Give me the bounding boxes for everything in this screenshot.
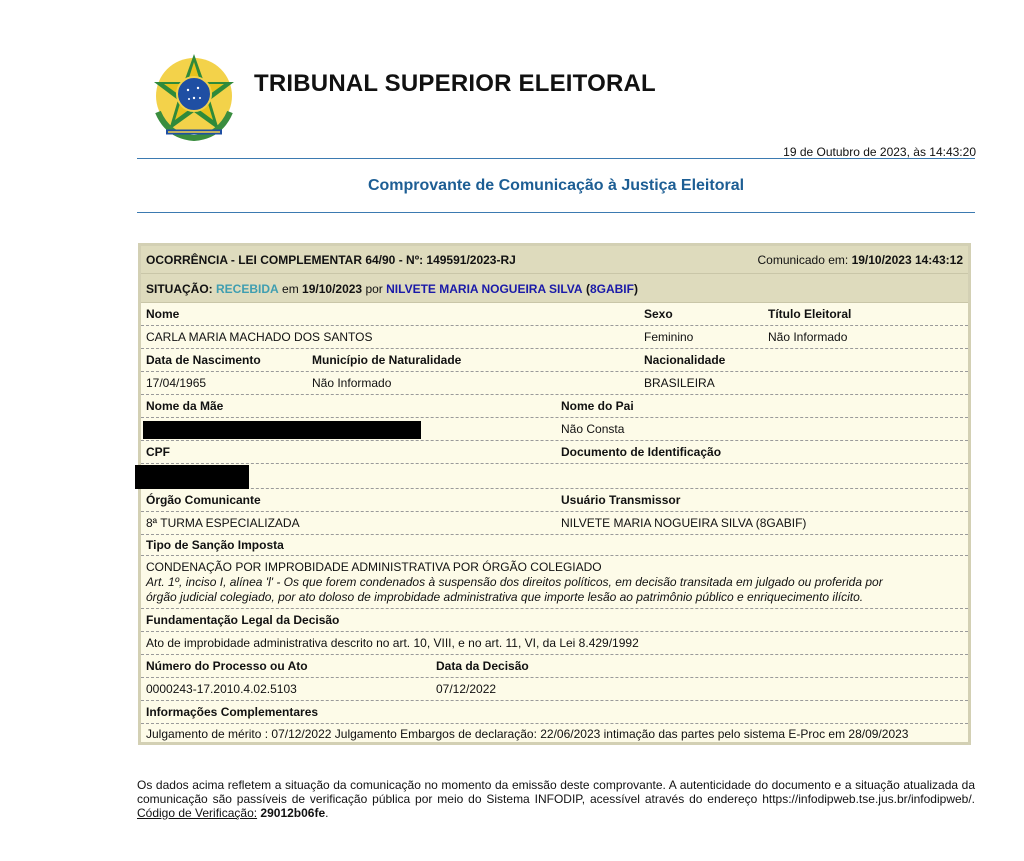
status-code: 8GABIF — [589, 282, 634, 296]
row-nome-values — [141, 326, 968, 349]
processo-value: 0000243-17.2010.4.02.5103 — [146, 682, 297, 696]
occurrence-header — [141, 246, 968, 274]
row-info-value — [141, 724, 968, 742]
header-divider — [137, 158, 975, 159]
communicated-label: Comunicado em: — [757, 253, 849, 267]
communicated-date: 19/10/2023 14:43:12 — [851, 253, 963, 267]
row-nasc-values — [141, 372, 968, 395]
verification-code: 29012b06fe — [260, 806, 326, 820]
occurrence-title: OCORRÊNCIA - LEI COMPLEMENTAR 64/90 - Nº: 149591/2023-RJ — [146, 253, 516, 267]
row-orgao-labels — [141, 489, 968, 512]
mae-label: Nome da Mãe — [146, 399, 224, 413]
sancao-desc-1: Art. 1º, inciso I, alínea 'l' - Os que forem condenados à suspensão dos direitos políticos, em decisão transitada em julgado ou proferida por — [146, 575, 883, 589]
status-label: SITUAÇÃO: — [146, 282, 213, 296]
data-decisao-value: 07/12/2022 — [436, 682, 497, 696]
sexo-value: Feminino — [644, 330, 694, 344]
titulo-value: Não Informado — [768, 330, 848, 344]
nasc-value: 17/04/1965 — [146, 376, 207, 390]
status-line: SITUAÇÃO: RECEBIDA em 19/10/2023 por NILVETE MARIA NOGUEIRA SILVA (8GABIF) — [146, 282, 638, 296]
occurrence-card — [138, 243, 971, 745]
info-value: Julgamento de mérito : 07/12/2022 Julgamento Embargos de declaração: 22/06/2023 intimação das partes pelo sistema E-Proc em 28/09/2023 — [146, 727, 909, 741]
info-label: Informações Complementares — [146, 705, 319, 719]
pai-value: Não Consta — [561, 422, 625, 436]
sancao-label: Tipo de Sanção Imposta — [146, 538, 284, 552]
sancao-desc-2: órgão judicial colegiado, por ato doloso de improbidade administrativa que importe lesão ao patrimônio público e enriquecimento ilícito. — [146, 590, 864, 604]
cpf-label: CPF — [146, 445, 170, 459]
status-por: por — [365, 282, 383, 296]
row-cpf-values — [141, 464, 968, 489]
fundamentacao-label: Fundamentação Legal da Decisão — [146, 613, 340, 627]
row-processo-values — [141, 678, 968, 701]
row-nasc-labels — [141, 349, 968, 372]
footer-text: Os dados acima refletem a situação da comunicação no momento da emissão deste comprovante. A autenticidade do documento e a situação atualizada da comunicação são passíveis de verificação pública por meio do Sistema INFODIP, acessível através do endereço https://infodipweb.tse.jus.br/infodipweb/. — [137, 778, 975, 806]
data-decisao-label: Data da Decisão — [436, 659, 529, 673]
sancao-value: CONDENAÇÃO POR IMPROBIDADE ADMINISTRATIVA POR ÓRGÃO COLEGIADO — [146, 560, 602, 574]
status-em: em — [282, 282, 299, 296]
row-fundamentacao-label — [141, 609, 968, 632]
document-title: Comprovante de Comunicação à Justiça Eleitoral — [367, 177, 745, 194]
issued-timestamp: 19 de Outubro de 2023, às 14:43:20 — [783, 145, 976, 159]
fundamentacao-value: Ato de improbidade administrativa descrito no art. 10, VIII, e no art. 11, VI, da Lei 8.429/1992 — [146, 636, 639, 650]
communicated-at — [758, 253, 964, 267]
pai-label: Nome do Pai — [561, 399, 634, 413]
sexo-label: Sexo — [644, 307, 673, 321]
status-badge: RECEBIDA — [216, 282, 279, 296]
row-info-label — [141, 701, 968, 724]
row-sancao-label — [141, 535, 968, 556]
status-date: 19/10/2023 — [302, 282, 363, 296]
row-nome-labels — [141, 303, 968, 326]
row-processo-labels — [141, 655, 968, 678]
org-title: TRIBUNAL SUPERIOR ELEITORAL — [254, 70, 656, 97]
verification-code-label: Código de Verificação: — [137, 806, 258, 820]
brasao-emblem — [148, 52, 240, 144]
status-header — [141, 274, 968, 303]
processo-label: Número do Processo ou Ato — [146, 659, 308, 673]
title-divider — [137, 212, 975, 213]
row-fundamentacao-value — [141, 632, 968, 655]
usuario-label: Usuário Transmissor — [561, 493, 681, 507]
nacionalidade-label: Nacionalidade — [644, 353, 726, 367]
row-cpf-labels — [141, 441, 968, 464]
usuario-value: NILVETE MARIA NOGUEIRA SILVA (8GABIF) — [561, 516, 807, 530]
titulo-label: Título Eleitoral — [768, 307, 852, 321]
row-orgao-values — [141, 512, 968, 535]
nasc-label: Data de Nascimento — [146, 353, 261, 367]
mae-redaction — [143, 421, 421, 439]
naturalidade-label: Município de Naturalidade — [312, 353, 462, 367]
cpf-redaction — [135, 465, 249, 489]
footer-note — [137, 778, 975, 820]
status-user: NILVETE MARIA NOGUEIRA SILVA — [386, 282, 583, 296]
orgao-label: Órgão Comunicante — [146, 493, 261, 507]
row-parents-values — [141, 418, 968, 441]
footer-end: . — [325, 806, 329, 820]
nome-value: CARLA MARIA MACHADO DOS SANTOS — [146, 330, 373, 344]
row-parents-labels — [141, 395, 968, 418]
doc-label: Documento de Identificação — [561, 445, 722, 459]
row-sancao-values — [141, 556, 968, 609]
nacionalidade-value: BRASILEIRA — [644, 376, 715, 390]
naturalidade-value: Não Informado — [312, 376, 392, 390]
orgao-value: 8ª TURMA ESPECIALIZADA — [146, 516, 300, 530]
nome-label: Nome — [146, 307, 180, 321]
